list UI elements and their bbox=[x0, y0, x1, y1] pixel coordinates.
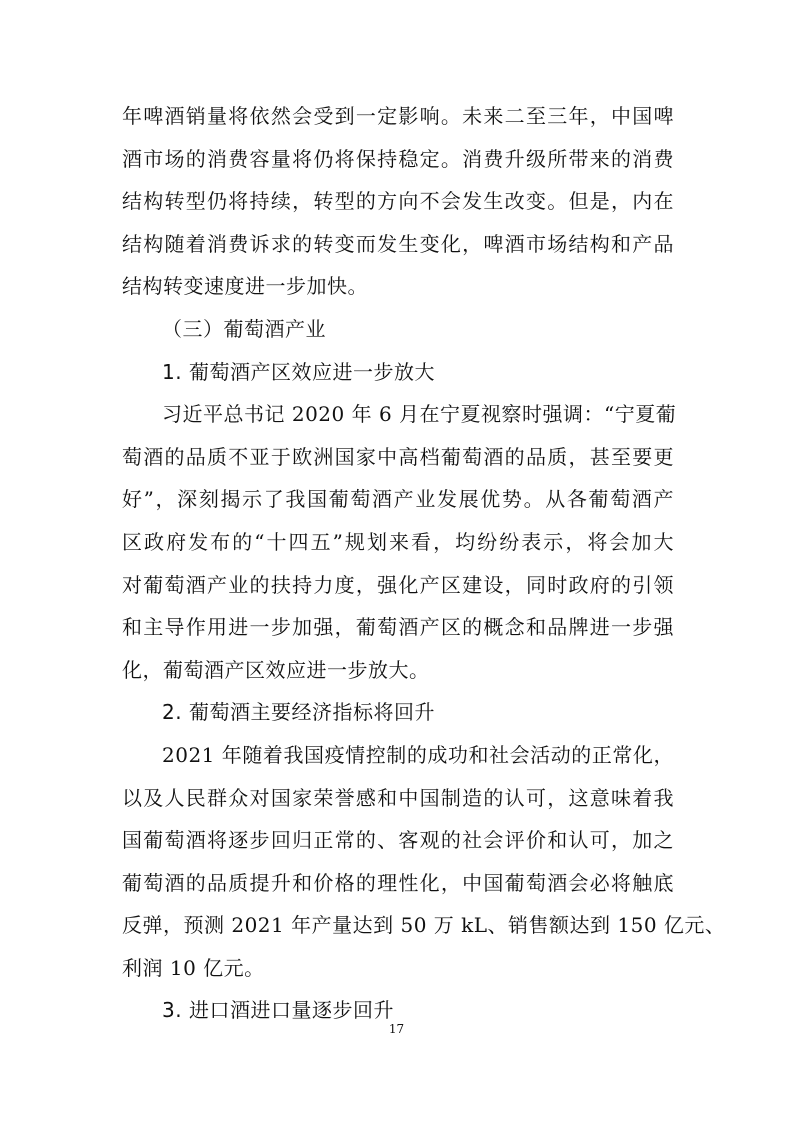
paragraph-line: 结构随着消费诉求的转变而发生变化，啤酒市场结构和产品 bbox=[122, 231, 674, 256]
paragraph-line: 习近平总书记 2020 年 6 月在宁夏视察时强调：“宁夏葡 bbox=[162, 402, 677, 427]
section-heading: 2. 葡萄酒主要经济指标将回升 bbox=[162, 700, 435, 725]
paragraph bbox=[122, 393, 677, 691]
paragraph-line: 对葡萄酒产业的扶持力度，强化产区建设，同时政府的引领 bbox=[122, 572, 674, 597]
paragraph-line: 葡萄酒的品质提升和价格的理性化，中国葡萄酒会必将触底 bbox=[122, 870, 674, 895]
paragraph-line: 利润 10 亿元。 bbox=[122, 955, 265, 980]
paragraph-line: 以及人民群众对国家荣誉感和中国制造的认可，这意味着我 bbox=[122, 785, 674, 810]
section-heading: 1. 葡萄酒产区效应进一步放大 bbox=[162, 359, 435, 384]
page-number: 17 bbox=[388, 1022, 405, 1036]
paragraph-line: 2021 年随着我国疫情控制的成功和社会活动的正常化， bbox=[162, 742, 674, 767]
paragraph-line: 结构转变速度进一步加快。 bbox=[122, 274, 368, 299]
subsection-heading: （三）葡萄酒产业 bbox=[162, 316, 326, 341]
paragraph-line: 酒市场的消费容量将仍将保持稳定。消费升级所带来的消费 bbox=[122, 146, 674, 171]
paragraph-line: 年啤酒销量将依然会受到一定影响。未来二至三年，中国啤 bbox=[122, 104, 674, 128]
paragraph-line: 国葡萄酒将逐步回归正常的、客观的社会评价和认可，加之 bbox=[122, 828, 674, 853]
paragraph-line: 和主导作用进一步加强，葡萄酒产区的概念和品牌进一步强 bbox=[122, 615, 674, 640]
document-body bbox=[122, 95, 726, 1032]
paragraph bbox=[122, 734, 726, 990]
paragraph-line: 萄酒的品质不亚于欧洲国家中高档葡萄酒的品质，甚至要更 bbox=[122, 444, 674, 469]
paragraph-line: 好”，深刻揭示了我国葡萄酒产业发展优势。从各葡萄酒产 bbox=[122, 487, 674, 512]
paragraph-line: 结构转型仍将持续，转型的方向不会发生改变。但是，内在 bbox=[122, 189, 674, 214]
section-heading: 3. 进口酒进口量逐步回升 bbox=[162, 998, 394, 1023]
paragraph-line: 反弹，预测 2021 年产量达到 50 万 kL、销售额达到 150 亿元、 bbox=[122, 913, 726, 938]
paragraph-line: 化，葡萄酒产区效应进一步放大。 bbox=[122, 657, 430, 682]
paragraph bbox=[122, 95, 674, 308]
paragraph-line: 区政府发布的“十四五”规划来看，均纷纷表示，将会加大 bbox=[122, 529, 674, 554]
